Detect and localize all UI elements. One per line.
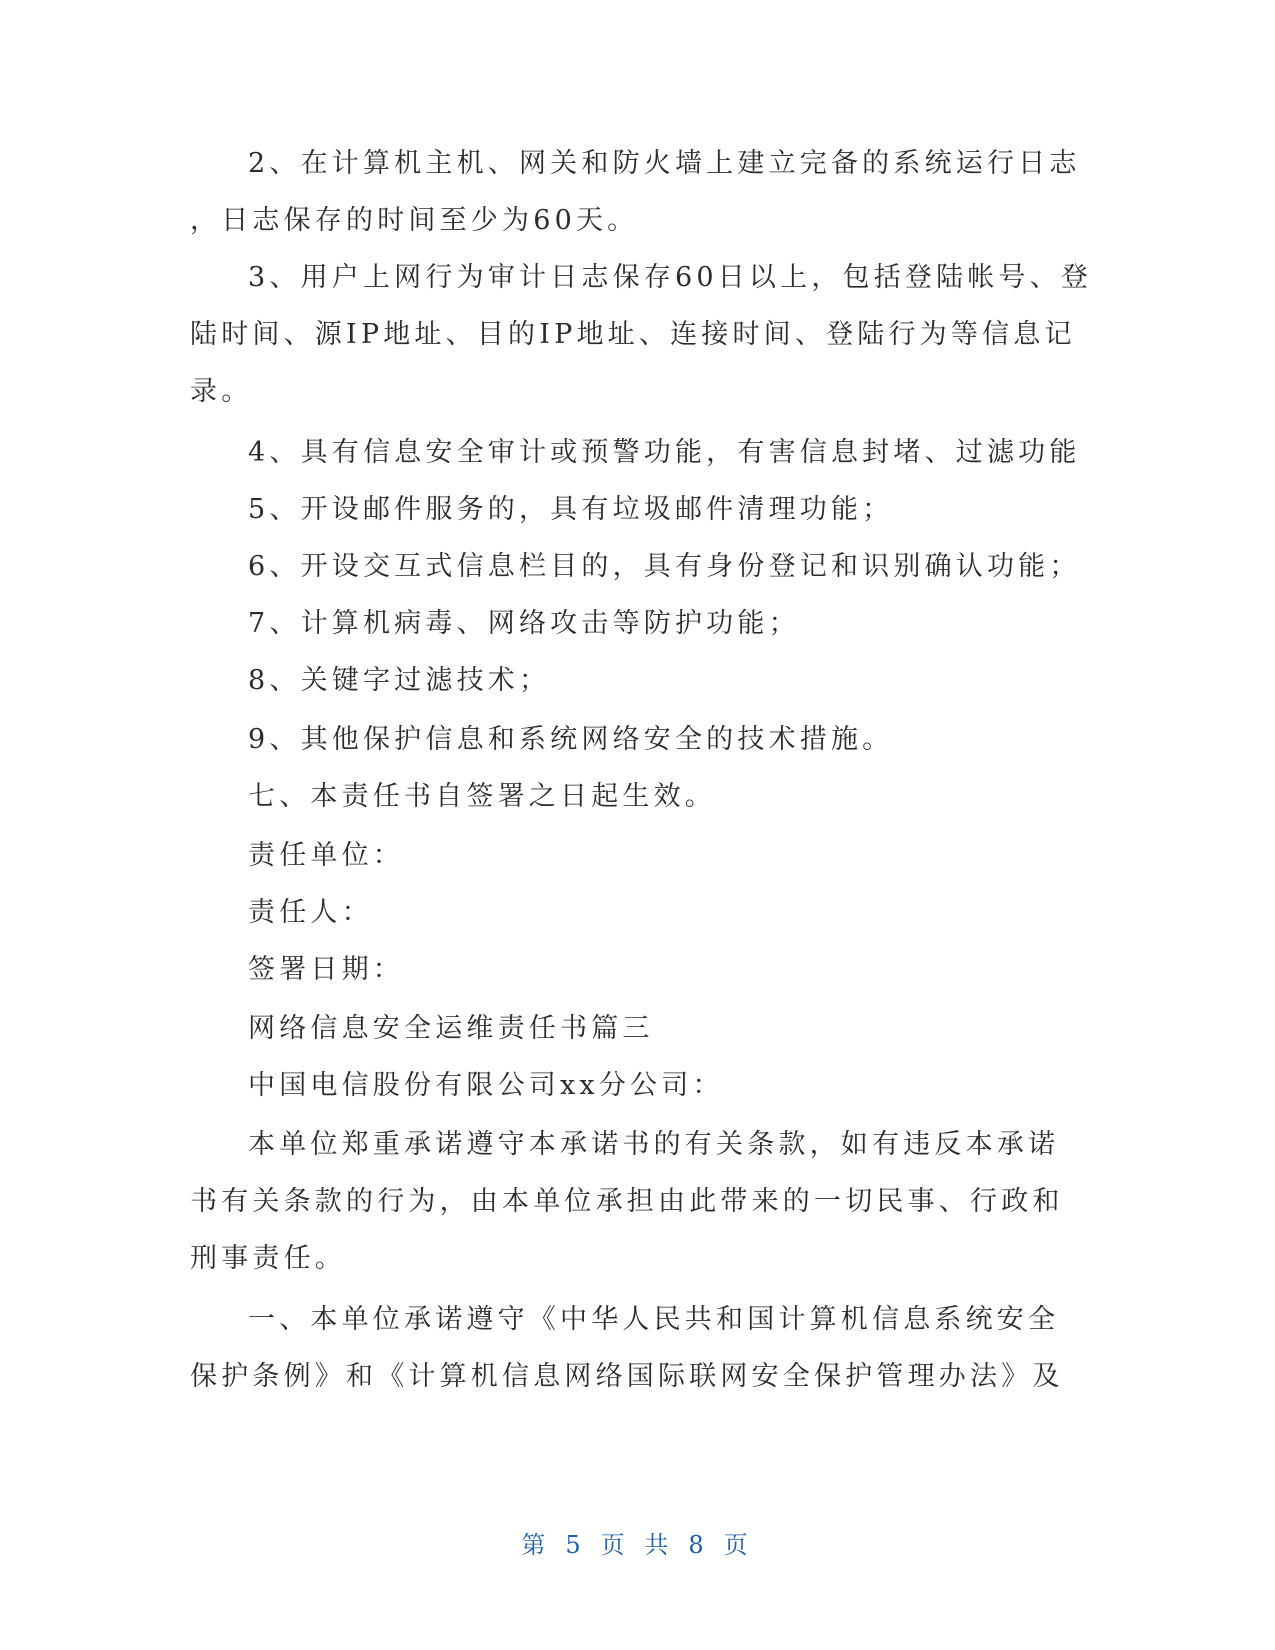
paragraph-line: 陆时间、源IP地址、目的IP地址、连接时间、登陆行为等信息记: [190, 319, 1076, 350]
footer-page-word: 页: [600, 1531, 631, 1559]
paragraph-line: 3、用户上网行为审计日志保存60日以上，包括登陆帐号、登: [248, 262, 1093, 293]
paragraph-line: 录。: [190, 376, 253, 407]
paragraph-line: 5、开设邮件服务的，具有垃圾邮件清理功能；: [248, 494, 894, 525]
paragraph-line: 4、具有信息安全审计或预警功能，有害信息封堵、过滤功能: [248, 437, 1081, 468]
addressee-line: 中国电信股份有限公司xx分公司：: [248, 1070, 724, 1101]
paragraph-line: ，日志保存的时间至少为60天。: [190, 205, 639, 236]
paragraph-line: 保护条例》和《计算机信息网络国际联网安全保护管理办法》及: [190, 1361, 1064, 1392]
signature-field-date: 签署日期：: [248, 954, 404, 985]
paragraph-line: 书有关条款的行为，由本单位承担由此带来的一切民事、行政和: [190, 1186, 1064, 1217]
current-page-number: 5: [565, 1531, 587, 1559]
signature-field-unit: 责任单位：: [248, 840, 404, 871]
paragraph-line: 6、开设交互式信息栏目的，具有身份登记和识别确认功能；: [248, 551, 1081, 582]
footer-suffix: 页: [723, 1531, 754, 1559]
paragraph-line: 7、计算机病毒、网络攻击等防护功能；: [248, 608, 800, 639]
paragraph-line: 8、关键字过滤技术；: [248, 665, 551, 696]
paragraph-line: 2、在计算机主机、网关和防火墙上建立完备的系统运行日志: [248, 148, 1081, 179]
footer-total-word: 共: [644, 1531, 675, 1559]
paragraph-line: 本单位郑重承诺遵守本承诺书的有关条款，如有违反本承诺: [248, 1129, 1060, 1160]
footer-prefix: 第: [521, 1531, 552, 1559]
signature-field-person: 责任人：: [248, 897, 373, 928]
paragraph-line: 一、本单位承诺遵守《中华人民共和国计算机信息系统安全: [248, 1304, 1060, 1335]
paragraph-line: 刑事责任。: [190, 1243, 346, 1274]
total-pages-number: 8: [688, 1531, 710, 1559]
section-heading: 网络信息安全运维责任书篇三: [248, 1013, 654, 1044]
paragraph-line: 9、其他保护信息和系统网络安全的技术措施。: [248, 724, 894, 755]
paragraph-line: 七、本责任书自签署之日起生效。: [248, 781, 716, 812]
page-number-footer: [0, 1528, 1275, 1562]
